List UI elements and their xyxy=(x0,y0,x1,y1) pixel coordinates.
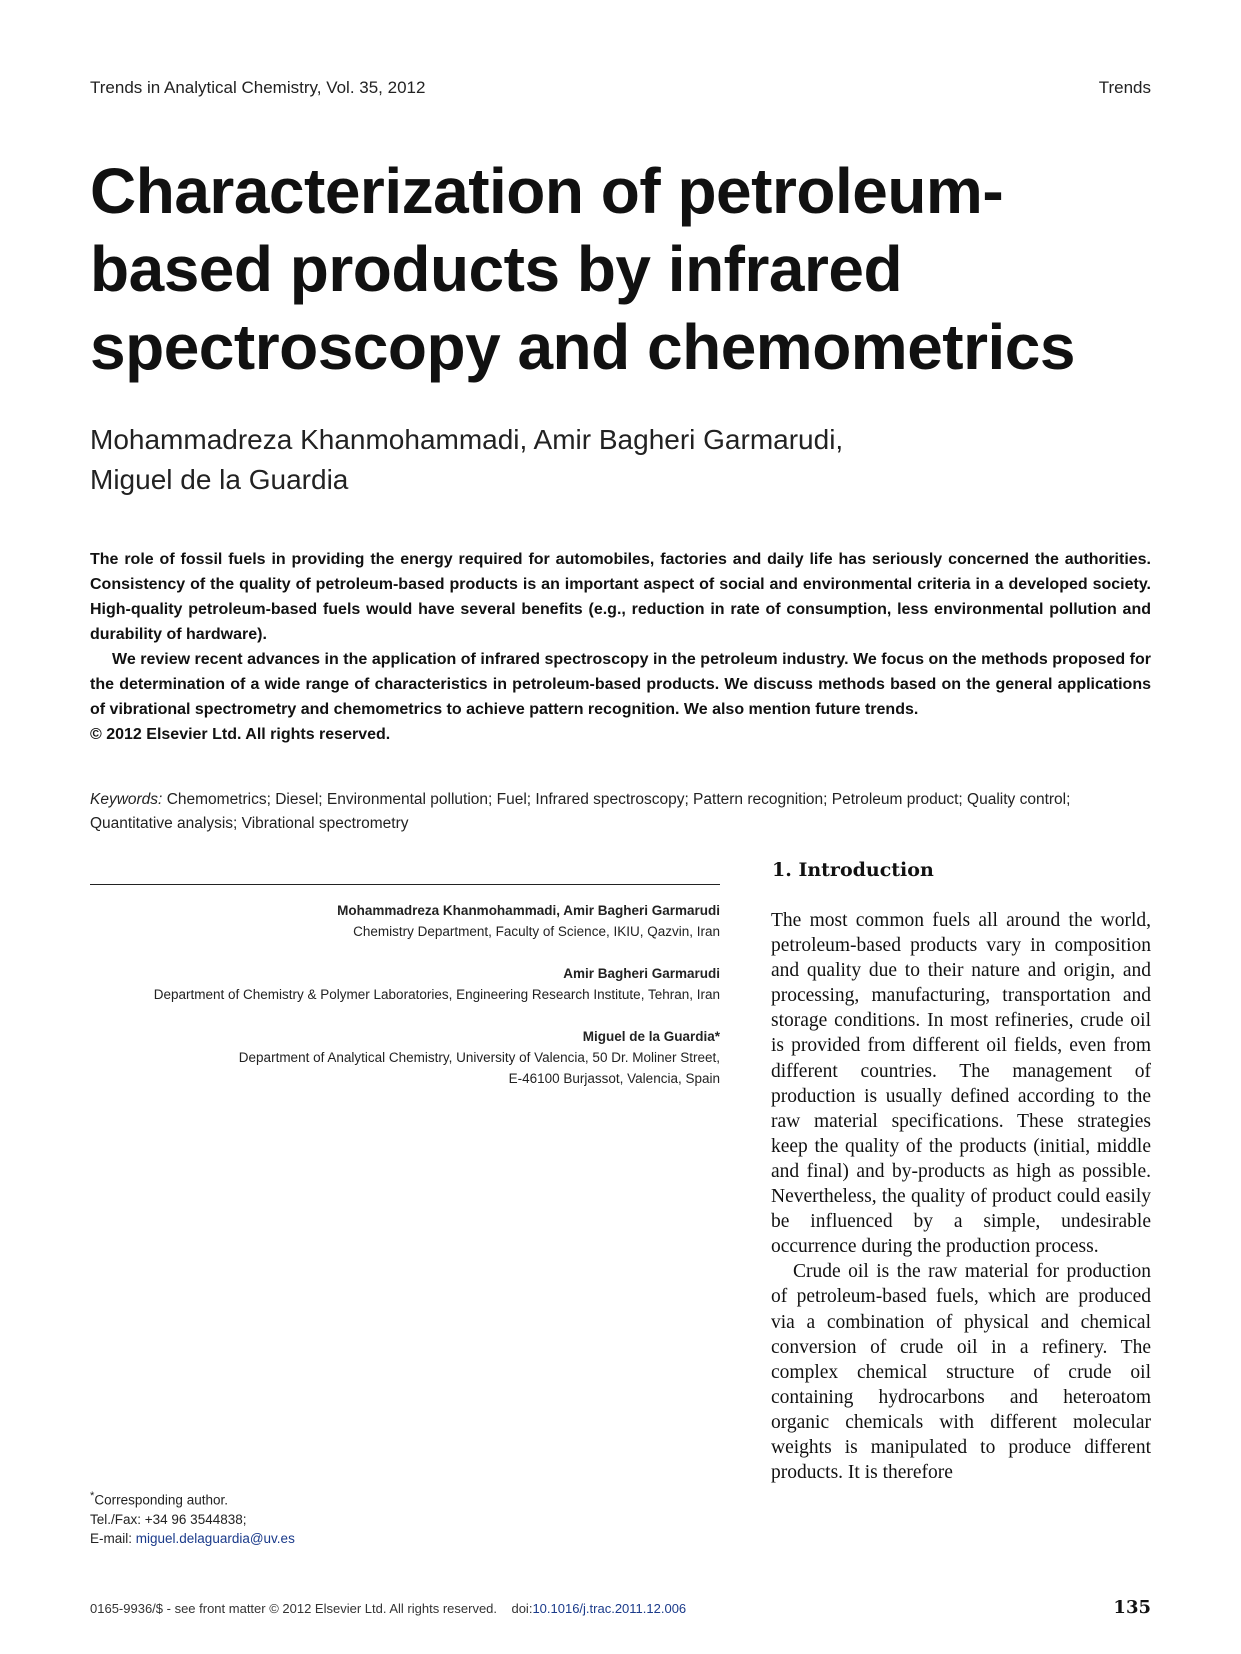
affiliation xyxy=(90,900,720,942)
footnote-corresponding xyxy=(90,1487,590,1510)
section-heading: 1. Introduction xyxy=(772,859,934,881)
page-number: 135 xyxy=(1113,1597,1151,1618)
footnote-mark: * xyxy=(90,1490,95,1502)
page-footer xyxy=(90,1597,1151,1618)
affiliation-address: Department of Analytical Chemistry, University of Valencia, 50 Dr. Moliner Street, xyxy=(238,1050,720,1065)
email-link[interactable]: miguel.delaguardia@uv.es xyxy=(135,1530,295,1546)
introduction-text xyxy=(771,908,1151,1485)
abstract-paragraph: We review recent advances in the application of infrared spectroscopy in the petroleum industry. We focus on the methods proposed for the determination of a wide range of characteristics in petroleum-based products. We discuss methods based on the general applications of vibrational spectrometry and chemometrics to achieve pattern recognition. We also mention future trends. xyxy=(90,651,1151,718)
affiliations xyxy=(90,900,720,1110)
affiliation-divider xyxy=(90,884,720,885)
keywords xyxy=(90,788,1151,836)
running-head xyxy=(90,78,1151,98)
doi-label: doi: xyxy=(511,1601,533,1616)
affiliation-names: Amir Bagheri Garmarudi xyxy=(563,966,720,981)
affiliation-address: Chemistry Department, Faculty of Science, IKIU, Qazvin, Iran xyxy=(353,924,720,939)
doi-link[interactable]: 10.1016/j.trac.2011.12.006 xyxy=(532,1601,687,1616)
affiliation xyxy=(90,963,720,1005)
author-list xyxy=(90,420,990,500)
author-line: Mohammadreza Khanmohammadi, Amir Bagheri Garmarudi, xyxy=(90,424,844,455)
author-line: Miguel de la Guardia xyxy=(90,464,349,495)
copyright-notice: © 2012 Elsevier Ltd. All rights reserved. xyxy=(90,726,391,743)
article-title: Characterization of petroleum-based products by infrared spectroscopy and chemometrics xyxy=(90,155,1075,383)
footer-info xyxy=(90,1601,686,1616)
section-label: Trends xyxy=(1098,78,1151,97)
affiliation-address: Department of Chemistry & Polymer Laboratories, Engineering Research Institute, Tehran, Iran xyxy=(153,987,720,1002)
affiliation-address: E-46100 Burjassot, Valencia, Spain xyxy=(508,1071,720,1086)
abstract-paragraph: The role of fossil fuels in providing the energy required for automobiles, factories and daily life has seriously concerned the authorities. Consistency of the quality of petroleum-based products is an important aspect of social and environmental criteria in a developed society. High-quality petroleum-based fuels would have several benefits (e.g., reduction in rate of consumption, less environmental pollution and durability of hardware). xyxy=(90,551,1151,643)
keywords-label: Keywords: xyxy=(90,791,163,808)
footnote-label: Corresponding author. xyxy=(94,1492,228,1508)
affiliation-names: Mohammadreza Khanmohammadi, Amir Bagheri Garmarudi xyxy=(337,903,720,918)
abstract xyxy=(90,547,1151,747)
issn-notice: 0165-9936/$ - see front matter © 2012 Elsevier Ltd. All rights reserved. xyxy=(90,1601,498,1616)
footnote-email xyxy=(90,1529,590,1548)
body-paragraph: Crude oil is the raw material for production of petroleum-based fuels, which are produced via a combination of physical and chemical conversion of crude oil in a refinery. The complex chemical structure of crude oil containing hydrocarbons and heteroatom organic chemicals with different molecular weights is manipulated to produce different products. It is therefore xyxy=(771,1261,1151,1484)
corresponding-author-footnote xyxy=(90,1487,590,1548)
affiliation-names: Miguel de la Guardia* xyxy=(582,1029,720,1044)
keywords-text: Chemometrics; Diesel; Environmental pollution; Fuel; Infrared spectroscopy; Pattern recognition; Petroleum product; Quality control; Quantitative analysis; Vibrational spectrometry xyxy=(90,791,1071,832)
journal-citation: Trends in Analytical Chemistry, Vol. 35, 2012 xyxy=(90,78,426,97)
body-paragraph: The most common fuels all around the world, petroleum-based products vary in composition and quality due to their nature and origin, and processing, manufacturing, transportation and storage conditions. In most refineries, crude oil is provided from different oil fields, even from different countries. The management of production is usually defined according to the raw material specifications. These strategies keep the quality of the products (initial, middle and final) and by-products as high as possible. Nevertheless, the quality of product could easily be influenced by a simple, undesirable occurrence during the production process. xyxy=(771,910,1151,1258)
footnote-tel: Tel./Fax: +34 96 3544838; xyxy=(90,1511,247,1527)
affiliation xyxy=(90,1026,720,1089)
email-label: E-mail: xyxy=(90,1530,136,1546)
